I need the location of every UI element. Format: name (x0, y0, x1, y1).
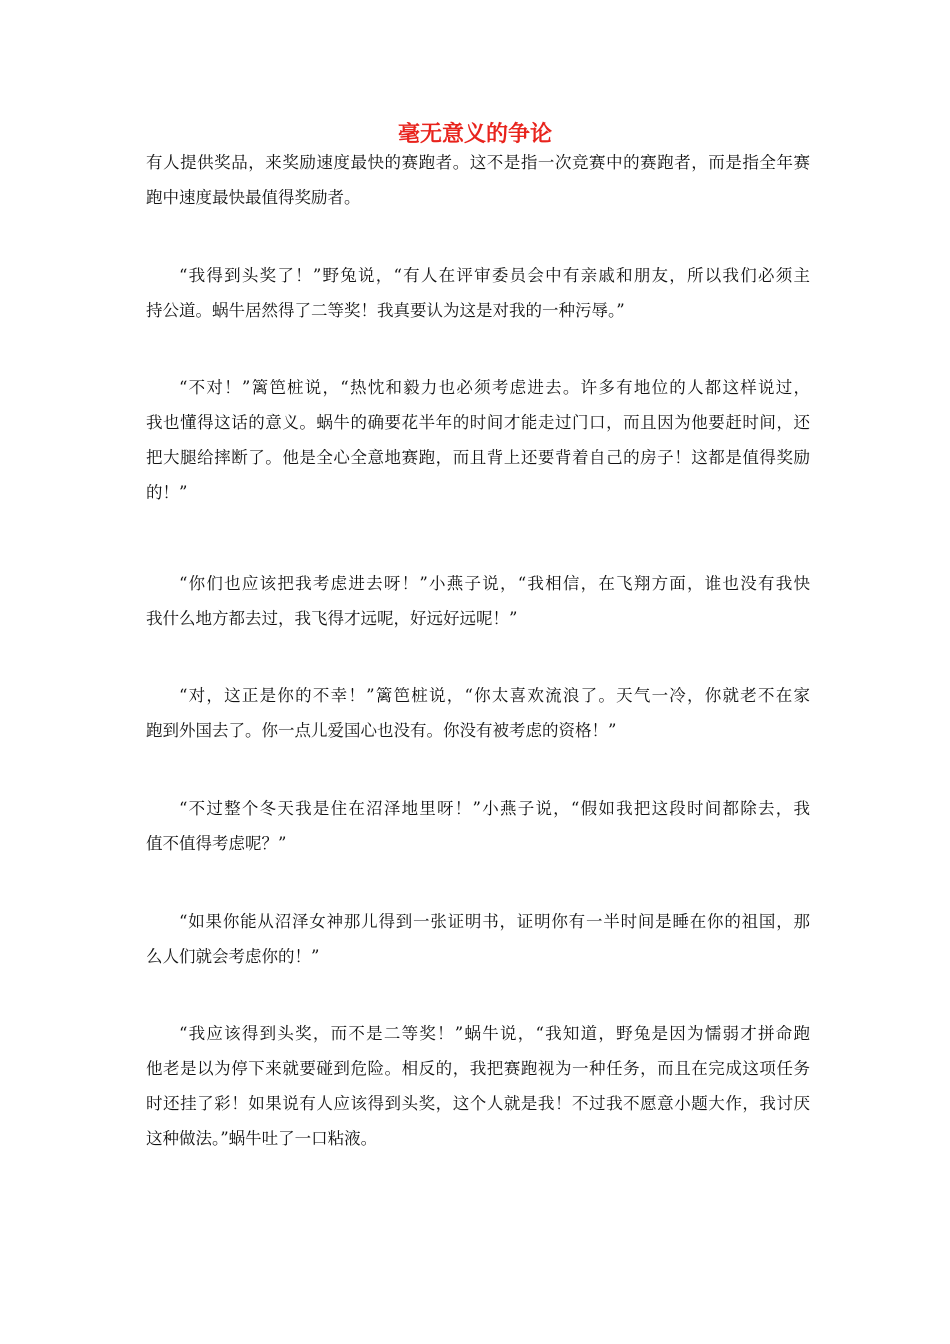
paragraph-2 (146, 258, 810, 328)
paragraph-line: “我应该得到头奖，而不是二等奖！”蜗牛说，“我知道，野兔是因为懦弱才拼命跑 (179, 1024, 810, 1043)
paragraph-line: “不对！”篱笆桩说，“热忱和毅力也必须考虑进去。许多有地位的人都这样说过， (179, 378, 810, 397)
paragraph-line: 的！” (146, 483, 188, 502)
document-title: 毫无意义的争论 (397, 121, 552, 147)
paragraph-7 (146, 904, 810, 974)
paragraph-line: 么人们就会考虑你的！” (146, 947, 320, 966)
paragraph-line: 有人提供奖品，来奖励速度最快的赛跑者。这不是指一次竞赛中的赛跑者，而是指全年赛 (146, 153, 810, 172)
paragraph-line: “对，这正是你的不幸！”篱笆桩说，“你太喜欢流浪了。天气一冷，你就老不在家 (179, 686, 810, 705)
paragraph-line: 跑中速度最快最值得奖励者。 (146, 188, 361, 207)
paragraph-line: 把大腿给摔断了。他是全心全意地赛跑，而且背上还要背着自己的房子！这都是值得奖励 (146, 448, 810, 467)
paragraph-line: 值不值得考虑呢？” (146, 834, 287, 853)
paragraph-line: 他老是以为停下来就要碰到危险。相反的，我把赛跑视为一种任务，而且在完成这项任务 (146, 1059, 810, 1078)
paragraph-line: “我得到头奖了！”野兔说，“有人在评审委员会中有亲戚和朋友，所以我们必须主 (179, 266, 810, 285)
paragraph-line: 这种做法。”蜗牛吐了一口粘液。 (146, 1129, 378, 1148)
paragraph-8 (146, 1016, 810, 1156)
paragraph-5 (146, 678, 810, 748)
paragraph-line: 我也懂得这话的意义。蜗牛的确要花半年的时间才能走过门口，而且因为他要赶时间，还 (146, 413, 810, 432)
paragraph-line: “如果你能从沼泽女神那儿得到一张证明书，证明你有一半时间是睡在你的祖国，那 (179, 912, 810, 931)
paragraph-line: 跑到外国去了。你一点儿爱国心也没有。你没有被考虑的资格！” (146, 721, 617, 740)
paragraph-1 (146, 145, 810, 215)
paragraph-3 (146, 370, 810, 510)
paragraph-line: 持公道。蜗牛居然得了二等奖！我真要认为这是对我的一种污辱。” (146, 301, 625, 320)
paragraph-4 (146, 566, 810, 636)
paragraph-line: 时还挂了彩！如果说有人应该得到头奖，这个人就是我！不过我不愿意小题大作，我讨厌 (146, 1094, 810, 1113)
paragraph-line: “不过整个冬天我是住在沼泽地里呀！”小燕子说，“假如我把这段时间都除去，我 (179, 799, 810, 818)
paragraph-line: 我什么地方都去过，我飞得才远呢，好远好远呢！” (146, 609, 518, 628)
paragraph-6 (146, 791, 810, 861)
paragraph-line: “你们也应该把我考虑进去呀！”小燕子说，“我相信，在飞翔方面，谁也没有我快 (179, 574, 810, 593)
